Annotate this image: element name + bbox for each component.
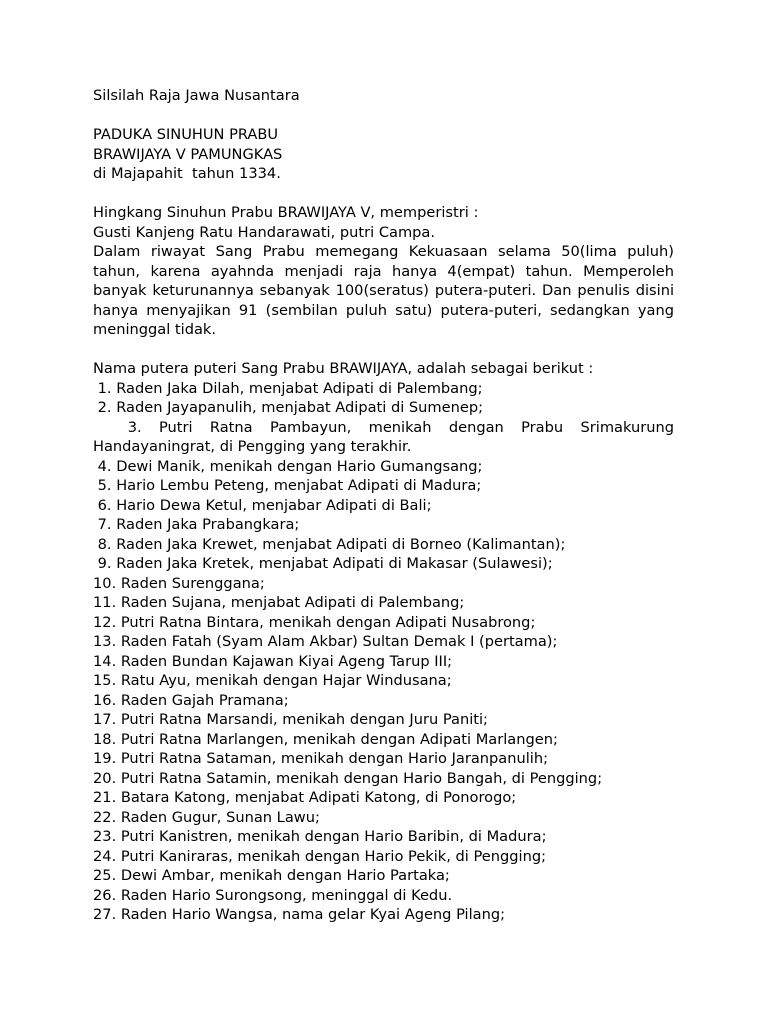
list-item: 19. Putri Ratna Sataman, menikah dengan Hario Jaranpanulih;	[93, 750, 548, 767]
list-item: 23. Putri Kanistren, menikah dengan Hario Baribin, di Madura;	[93, 828, 547, 845]
list-item: 14. Raden Bundan Kajawan Kiyai Ageng Tarup III;	[93, 652, 453, 670]
list-item: 13. Raden Fatah (Syam Alam Akbar) Sultan Demak I (pertama);	[93, 633, 558, 650]
list-item: 20. Putri Ratna Satamin, menikah dengan Hario Bangah, di Pengging;	[93, 769, 603, 787]
list-item: 2. Raden Jayapanulih, menjabat Adipati di Sumenep;	[93, 399, 484, 416]
list-item: 25. Dewi Ambar, menikah dengan Hario Partaka;	[93, 867, 450, 884]
spacer	[93, 340, 674, 360]
list-item: 15. Ratu Ayu, menikah dengan Hajar Windusana;	[93, 672, 452, 689]
intro-line-1: Hingkang Sinuhun Prabu BRAWIJAYA V, memperistri :	[93, 204, 479, 221]
children-list	[93, 379, 679, 925]
intro-line-2: Gusti Kanjeng Ratu Handarawati, putri Campa.	[93, 223, 436, 241]
list-item: 10. Raden Surenggana;	[93, 574, 265, 592]
heading-line-3: di Majapahit tahun 1334.	[93, 165, 281, 182]
list-item: 6. Hario Dewa Ketul, menjabar Adipati di Bali;	[93, 496, 432, 514]
heading-line-1: PADUKA SINUHUN PRABU	[93, 126, 279, 143]
list-item: 12. Putri Ratna Bintara, menikah dengan Adipati Nusabrong;	[93, 613, 536, 631]
list-item: 8. Raden Jaka Krewet, menjabat Adipati di Borneo (Kalimantan);	[93, 535, 566, 553]
list-item: 9. Raden Jaka Kretek, menjabat Adipati di Makasar (Sulawesi);	[93, 555, 553, 572]
spacer	[93, 184, 674, 204]
list-item: 26. Raden Hario Surongsong, meninggal di Kedu.	[93, 886, 453, 904]
document-page	[93, 86, 679, 925]
list-item: 18. Putri Ratna Marlangen, menikah dengan Adipati Marlangen;	[93, 730, 558, 748]
list-intro: Nama putera puteri Sang Prabu BRAWIJAYA, adalah sebagai berikut :	[93, 360, 594, 377]
list-item: 4. Dewi Manik, menikah dengan Hario Gumangsang;	[93, 457, 483, 475]
document-title: Silsilah Raja Jawa Nusantara	[93, 87, 300, 104]
list-item: 5. Hario Lembu Peteng, menjabat Adipati di Madura;	[93, 477, 482, 494]
heading-line-2: BRAWIJAYA V PAMUNGKAS	[93, 145, 283, 163]
list-item: 11. Raden Sujana, menjabat Adipati di Palembang;	[93, 594, 465, 611]
list-item: 16. Raden Gajah Pramana;	[93, 691, 289, 709]
list-item: 1. Raden Jaka Dilah, menjabat Adipati di Palembang;	[93, 379, 483, 397]
list-item: 27. Raden Hario Wangsa, nama gelar Kyai Ageng Pilang;	[93, 906, 506, 923]
list-item: 7. Raden Jaka Prabangkara;	[93, 516, 300, 533]
list-item: 17. Putri Ratna Marsandi, menikah dengan Juru Paniti;	[93, 711, 488, 728]
list-item: 22. Raden Gugur, Sunan Lawu;	[93, 808, 320, 826]
list-item: 21. Batara Katong, menjabat Adipati Katong, di Ponorogo;	[93, 789, 517, 806]
list-item: 24. Putri Kaniraras, menikah dengan Hario Pekik, di Pengging;	[93, 847, 547, 865]
list-item: 3. Putri Ratna Pambayun, menikah dengan Prabu Srimakurung Handayaningrat, di Pengging yang terakhir.	[93, 418, 679, 455]
intro-paragraph: Dalam riwayat Sang Prabu memegang Kekuasaan selama 50(lima puluh) tahun, karena ayahnda menjadi raja hanya 4(empat) tahun. Memperoleh banyak keturunannya sebanyak 100(seratus) putera-puteri. Dan penulis disini hanya menyajikan 91 (sembilan puluh satu) putera-puteri, sedangkan yang meninggal tidak.	[93, 243, 674, 338]
spacer	[93, 106, 674, 126]
